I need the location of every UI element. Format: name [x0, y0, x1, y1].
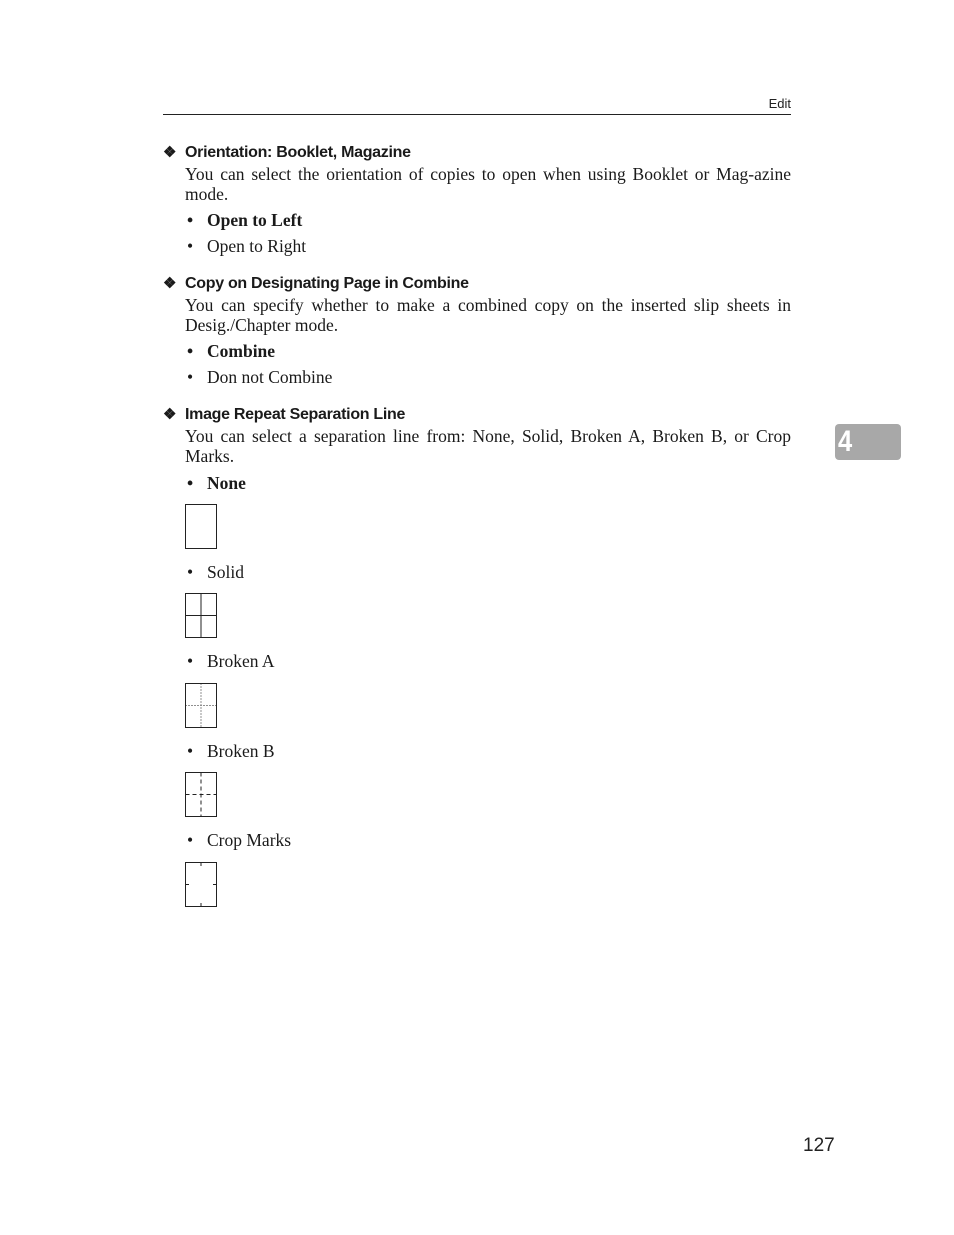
section-orientation [163, 143, 791, 262]
bullet-icon: • [187, 210, 194, 230]
section-heading-text: Copy on Designating Page in Combine [185, 275, 469, 292]
bullet-icon: • [187, 236, 194, 256]
separation-broken-a-diagram [185, 683, 217, 728]
section-heading [163, 274, 791, 294]
option-label: Broken B [207, 741, 275, 761]
option-label: Crop Marks [207, 830, 292, 850]
bullet-icon: • [187, 367, 194, 387]
section-heading-text: Orientation: Booklet, Magazine [185, 144, 411, 161]
section-description: You can specify whether to make a combined copy on the inserted slip sheets in Desig./Chapter mode. [185, 295, 791, 335]
option [185, 651, 275, 671]
option-default [185, 210, 791, 230]
running-header: Edit [768, 96, 791, 111]
option-label: None [207, 473, 246, 493]
bullet-icon: • [187, 830, 194, 850]
section-description: You can select the orientation of copies to open when using Booklet or Mag-azine mode. [185, 164, 791, 204]
option-label: Open to Right [207, 236, 307, 256]
option-list [185, 210, 791, 256]
option-label: Broken A [207, 651, 275, 671]
page-number: 127 [803, 1135, 835, 1156]
section-heading [163, 405, 791, 425]
section-description: You can select a separation line from: None, Solid, Broken A, Broken B, or Crop Marks. [185, 426, 791, 466]
option [185, 562, 244, 582]
option-default [185, 341, 791, 361]
option-label: Solid [207, 562, 244, 582]
section-heading [163, 143, 791, 163]
header-rule [163, 114, 791, 115]
option-label: Combine [207, 341, 276, 361]
separation-broken-b-diagram [185, 772, 217, 817]
separation-crop-marks-diagram [185, 862, 217, 907]
section-image-repeat-separation-line [163, 405, 791, 466]
section-heading-text: Image Repeat Separation Line [185, 406, 406, 423]
diamond-bullet-icon: ❖ [163, 144, 177, 161]
chapter-tab [835, 424, 901, 460]
option [185, 741, 275, 761]
option-list [185, 341, 791, 387]
bullet-icon: • [187, 473, 194, 493]
bullet-icon: • [187, 562, 194, 582]
option-label: Open to Left [207, 210, 303, 230]
bullet-icon: • [187, 651, 194, 671]
section-copy-designating-page [163, 274, 791, 393]
separation-none-diagram [185, 504, 217, 549]
chapter-number: 4 [838, 425, 853, 458]
option-default [185, 473, 246, 493]
option [185, 830, 291, 850]
option [185, 236, 791, 256]
option [185, 367, 791, 387]
diamond-bullet-icon: ❖ [163, 406, 177, 423]
bullet-icon: • [187, 341, 194, 361]
separation-solid-diagram [185, 593, 217, 638]
bullet-icon: • [187, 741, 194, 761]
diamond-bullet-icon: ❖ [163, 275, 177, 292]
option-label: Don not Combine [207, 367, 333, 387]
